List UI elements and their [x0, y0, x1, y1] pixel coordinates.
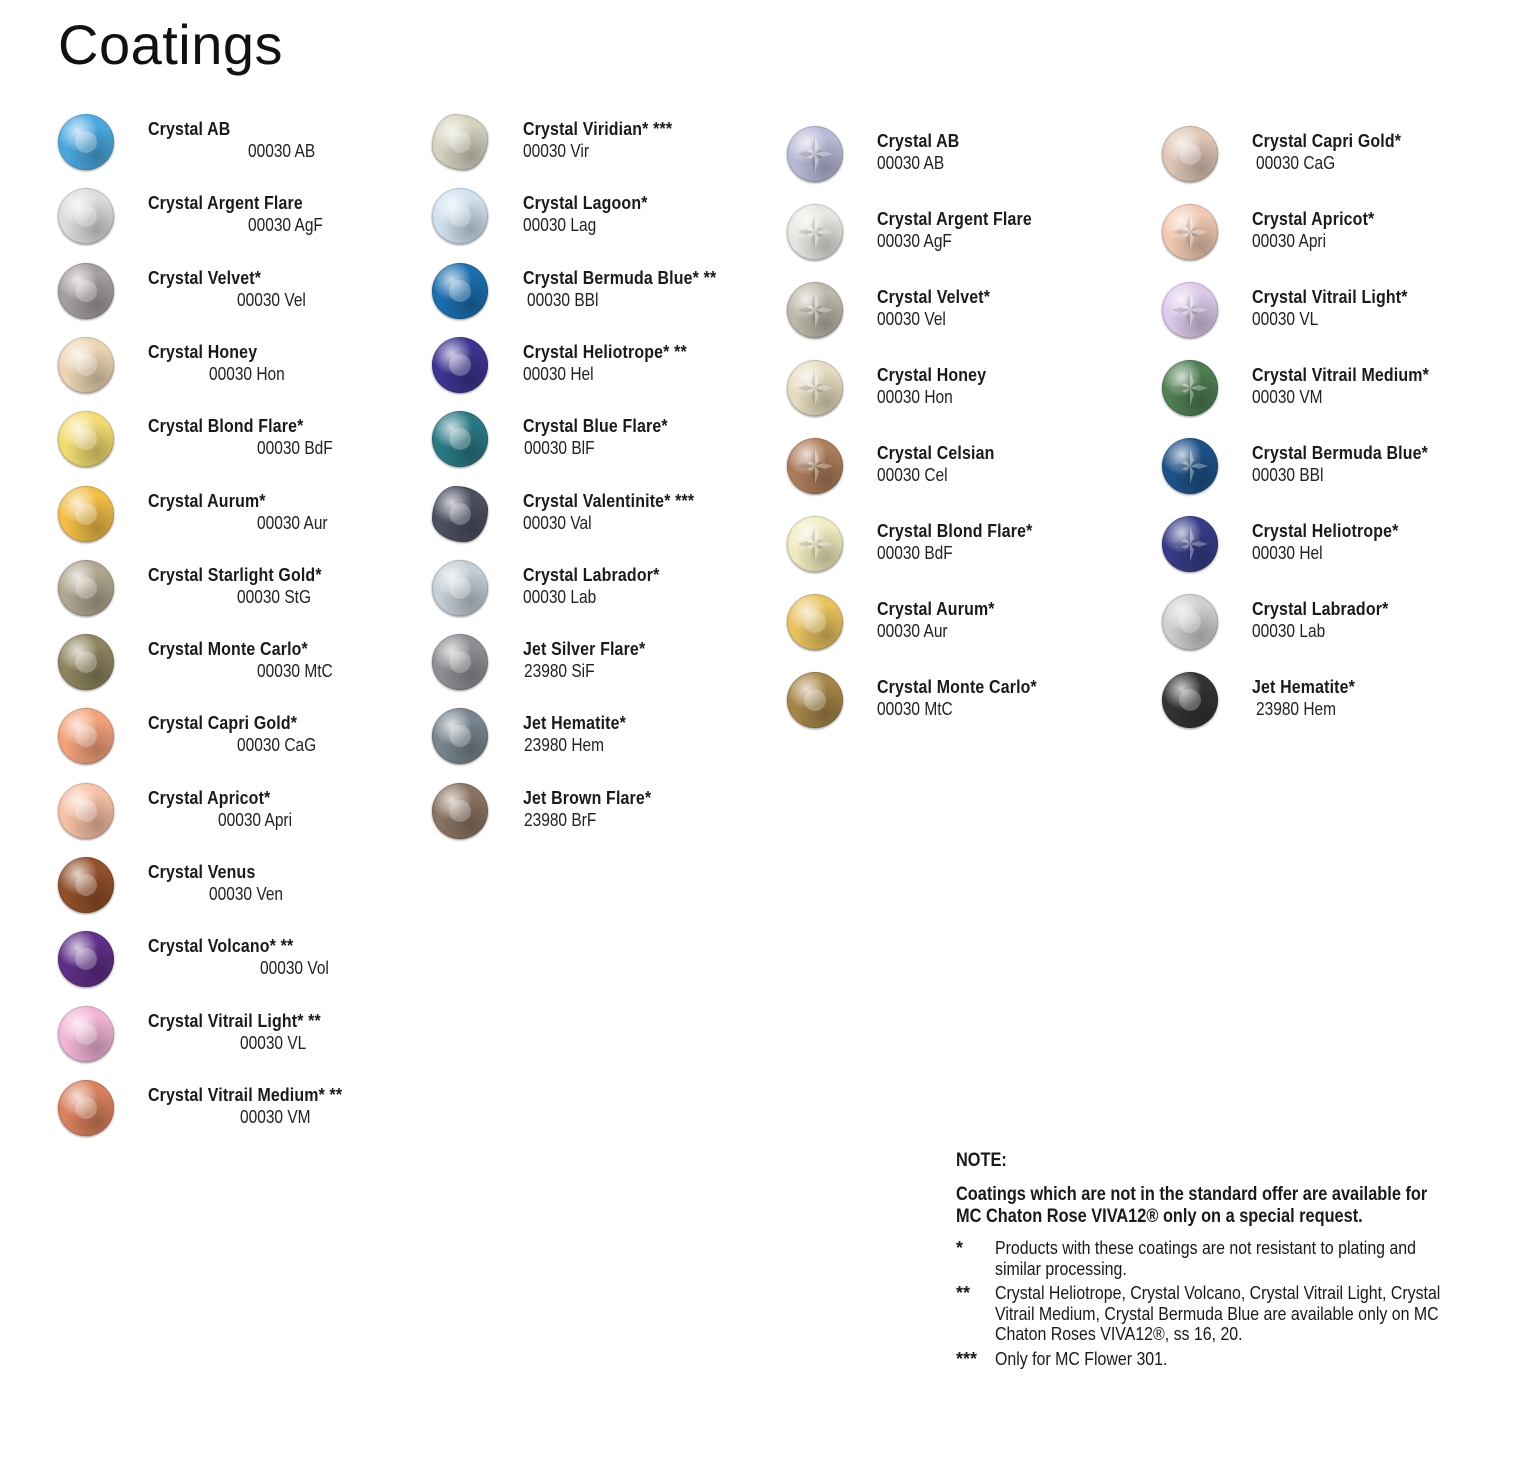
coating-code: 00030 Hel: [523, 364, 594, 384]
footnote-mark: **: [956, 1283, 971, 1303]
coating-name: Crystal Monte Carlo*: [877, 676, 1037, 697]
crystal-swatch-icon: [1162, 438, 1218, 494]
coating-code: 23980 Hem: [524, 735, 605, 755]
coating-name: Crystal Blond Flare*: [148, 415, 304, 436]
coating-code: 00030 Hel: [1252, 543, 1323, 563]
coating-name: Crystal Lagoon*: [523, 192, 648, 213]
coating-code: 00030 BdF: [877, 543, 953, 563]
footnote-text: Only for MC Flower 301.: [995, 1347, 1168, 1369]
footnote-text: Products with these coatings are not resistant to plating and similar processing.: [995, 1237, 1416, 1279]
crystal-swatch-icon: [58, 188, 114, 244]
coating-code: 00030 Apri: [1252, 231, 1327, 251]
coating-name: Crystal Bermuda Blue* **: [523, 267, 717, 288]
crystal-swatch-icon: [787, 672, 843, 728]
footnote: [956, 1282, 1441, 1345]
crystal-swatch-icon: [432, 560, 488, 616]
coating-name: Crystal Aurum*: [877, 598, 995, 619]
coating-code: 00030 Hon: [877, 387, 953, 407]
coating-code: 00030 MtC: [877, 699, 953, 719]
coating-name: Crystal Valentinite* ***: [523, 490, 695, 511]
coating-code: 00030 StG: [237, 587, 312, 607]
crystal-swatch-icon: [787, 204, 843, 260]
coating-name: Crystal Blond Flare*: [877, 520, 1033, 541]
coating-name: Crystal Velvet*: [148, 267, 262, 288]
coating-name: Crystal Volcano* **: [148, 935, 294, 956]
note-bold-text: Coatings which are not in the standard offer are available for MC Chaton Rose VIVA12® only on a special request.: [956, 1184, 1428, 1227]
crystal-swatch-icon: [432, 263, 488, 319]
coating-code: 00030 AgF: [248, 215, 323, 235]
coating-name: Crystal AB: [877, 130, 960, 151]
crystal-swatch-icon: [432, 486, 488, 542]
crystal-swatch-icon: [787, 282, 843, 338]
coating-name: Jet Hematite*: [523, 712, 627, 733]
coating-code: 23980 SiF: [524, 661, 595, 681]
coating-code: 00030 VL: [1252, 309, 1319, 329]
coating-code: 00030 AB: [248, 141, 316, 161]
coating-name: Crystal Argent Flare: [877, 208, 1032, 229]
crystal-swatch-icon: [58, 708, 114, 764]
coating-code: 00030 Apri: [218, 810, 293, 830]
coating-name: Crystal Apricot*: [1252, 208, 1375, 229]
footnote: [956, 1349, 1436, 1370]
coating-code: 00030 Vol: [260, 958, 329, 978]
coating-name: Crystal Capri Gold*: [148, 712, 298, 733]
crystal-swatch-icon: [1162, 594, 1218, 650]
coating-code: 00030 Lab: [1252, 621, 1326, 641]
coating-name: Crystal Celsian: [877, 442, 995, 463]
crystal-swatch-icon: [432, 634, 488, 690]
coating-name: Crystal Bermuda Blue*: [1252, 442, 1429, 463]
coating-code: 00030 BBl: [527, 290, 599, 310]
coating-code: 00030 Lab: [523, 587, 597, 607]
coating-name: Crystal Velvet*: [877, 286, 991, 307]
footnote-mark: *: [956, 1238, 964, 1258]
coating-name: Jet Silver Flare*: [523, 638, 646, 659]
footnote: [956, 1238, 1436, 1279]
coating-code: 00030 CaG: [237, 735, 317, 755]
coating-code: 00030 Hon: [209, 364, 285, 384]
footnote-text: Crystal Heliotrope, Crystal Volcano, Crystal Vitrail Light, Crystal Vitrail Medium, Crystal Bermuda Blue are available only on MC Chaton Roses VIVA12®, ss 16, 20.: [995, 1282, 1441, 1344]
coating-name: Crystal AB: [148, 118, 231, 139]
coating-name: Crystal Vitrail Medium*: [1252, 364, 1429, 385]
footnote-mark: ***: [956, 1348, 978, 1369]
coating-code: 00030 MtC: [257, 661, 333, 681]
coating-name: Crystal Heliotrope*: [1252, 520, 1399, 541]
coating-code: 00030 VM: [1252, 387, 1323, 407]
coating-name: Crystal Vitrail Medium* **: [148, 1084, 343, 1105]
coating-code: 00030 Lag: [523, 215, 597, 235]
coating-name: Jet Hematite*: [1252, 676, 1356, 697]
crystal-swatch-icon: [58, 857, 114, 913]
coating-name: Jet Brown Flare*: [523, 787, 652, 808]
coating-name: Crystal Heliotrope* **: [523, 341, 687, 362]
note-heading: NOTE:: [956, 1150, 1007, 1171]
coating-name: Crystal Monte Carlo*: [148, 638, 308, 659]
crystal-swatch-icon: [58, 1080, 114, 1136]
coating-name: Crystal Aurum*: [148, 490, 266, 511]
coating-name: Crystal Viridian* ***: [523, 118, 673, 139]
coating-code: 00030 AgF: [877, 231, 952, 251]
coating-code: 00030 BlF: [524, 438, 595, 458]
crystal-swatch-icon: [1162, 282, 1218, 338]
coating-name: Crystal Vitrail Light* **: [148, 1010, 321, 1031]
coating-code: 00030 VL: [240, 1033, 307, 1053]
coating-name: Crystal Honey: [148, 341, 258, 362]
crystal-swatch-icon: [58, 560, 114, 616]
crystal-swatch-icon: [1162, 672, 1218, 728]
coating-code: 00030 Cel: [877, 465, 948, 485]
coating-name: Crystal Labrador*: [1252, 598, 1389, 619]
coating-code: 00030 Val: [523, 513, 592, 533]
coating-code: 00030 Aur: [877, 621, 948, 641]
crystal-swatch-icon: [787, 438, 843, 494]
crystal-swatch-icon: [58, 411, 114, 467]
coating-code: 00030 BdF: [257, 438, 333, 458]
crystal-swatch-icon: [1162, 360, 1218, 416]
crystal-swatch-icon: [432, 188, 488, 244]
coating-code: 00030 Vel: [877, 309, 946, 329]
crystal-swatch-icon: [432, 783, 488, 839]
coating-code: 00030 BBl: [1252, 465, 1324, 485]
crystal-swatch-icon: [58, 337, 114, 393]
coating-code: 00030 Vir: [523, 141, 589, 161]
crystal-swatch-icon: [58, 486, 114, 542]
crystal-swatch-icon: [432, 411, 488, 467]
note-box: [956, 1150, 1441, 1373]
coating-code: 00030 CaG: [1256, 153, 1336, 173]
coating-code: 00030 Vel: [237, 290, 306, 310]
coating-code: 00030 Aur: [257, 513, 328, 533]
coating-code: 00030 AB: [877, 153, 945, 173]
crystal-swatch-icon: [58, 1006, 114, 1062]
crystal-swatch-icon: [1162, 516, 1218, 572]
coating-code: 00030 Ven: [209, 884, 284, 904]
crystal-swatch-icon: [432, 114, 488, 170]
coating-name: Crystal Blue Flare*: [523, 415, 668, 436]
crystal-swatch-icon: [1162, 126, 1218, 182]
coating-name: Crystal Argent Flare: [148, 192, 303, 213]
coating-name: Crystal Capri Gold*: [1252, 130, 1402, 151]
crystal-swatch-icon: [432, 708, 488, 764]
coating-code: 23980 BrF: [524, 810, 597, 830]
crystal-swatch-icon: [58, 931, 114, 987]
coating-code: 00030 VM: [240, 1107, 311, 1127]
page-title: Coatings: [58, 13, 284, 76]
coating-name: Crystal Labrador*: [523, 564, 660, 585]
crystal-swatch-icon: [1162, 204, 1218, 260]
crystal-swatch-icon: [58, 263, 114, 319]
crystal-swatch-icon: [787, 594, 843, 650]
coating-name: Crystal Honey: [877, 364, 987, 385]
coating-name: Crystal Starlight Gold*: [148, 564, 322, 585]
crystal-swatch-icon: [58, 114, 114, 170]
coating-code: 23980 Hem: [1256, 699, 1337, 719]
crystal-swatch-icon: [58, 634, 114, 690]
crystal-swatch-icon: [787, 360, 843, 416]
coating-name: Crystal Venus: [148, 861, 256, 882]
crystal-swatch-icon: [432, 337, 488, 393]
coating-name: Crystal Vitrail Light*: [1252, 286, 1408, 307]
coating-name: Crystal Apricot*: [148, 787, 271, 808]
crystal-swatch-icon: [58, 783, 114, 839]
crystal-swatch-icon: [787, 516, 843, 572]
crystal-swatch-icon: [787, 126, 843, 182]
